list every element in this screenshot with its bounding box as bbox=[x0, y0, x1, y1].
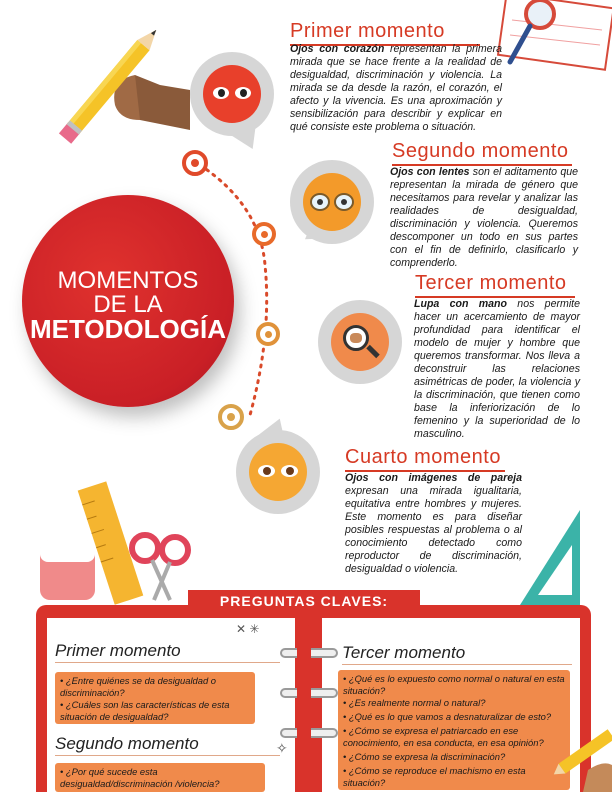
moment-desc-2: son el aditamento que representan la mirada de género que necesitamos para revelar y analizar las realidades de desigualdad, discriminación y violencia. Queremos descomponer un todo en sus partes con el fin de definirlo, clasificarlo y comprenderlo. bbox=[390, 166, 578, 269]
magnifier-hand-icon bbox=[331, 313, 389, 371]
timeline-ring-2 bbox=[252, 222, 276, 246]
moment-desc-1: representan la primera mirada que se hace frente a la realidad de desigualdad, discriminación y violencia. La mirada se da desde la razón, el corazón, el afecto y la vivencia. Es una aproximación y sensibilización para describir y explicar en qué consiste este problema o situación. bbox=[290, 43, 502, 133]
title-line-1: MOMENTOS bbox=[57, 267, 199, 294]
title-line-3: METODOLOGÍA bbox=[30, 314, 226, 344]
questions-title-1: Primer momento bbox=[55, 641, 181, 660]
moment-lead-2: Ojos con lentes bbox=[390, 166, 470, 178]
school-supplies-icon bbox=[20, 470, 220, 605]
question-item: • ¿Cómo se expresa la discriminación? bbox=[343, 751, 506, 762]
question-item: • ¿Qué es lo que vamos a desnaturalizar de esto? bbox=[343, 711, 552, 722]
questions-title-2: Segundo momento bbox=[55, 734, 199, 753]
questions-banner: PREGUNTAS CLAVES: bbox=[188, 590, 420, 612]
question-item: • ¿Cómo se expresa el patriarcado en ese conocimiento, en esa conducta, en esa opinión? bbox=[343, 725, 544, 748]
questions-title-3: Tercer momento bbox=[342, 643, 466, 662]
question-item: • ¿Cuáles son las características de esta situación de desigualdad? bbox=[60, 699, 230, 722]
moment-text-2 bbox=[390, 166, 578, 270]
question-item: • ¿Cómo se reproduce el machismo en esta situación? bbox=[343, 765, 526, 788]
eyes-glasses-icon bbox=[303, 173, 361, 231]
question-item: • ¿Es realmente normal o natural? bbox=[343, 697, 486, 708]
moment-title-3: Tercer momento bbox=[415, 272, 575, 298]
timeline-ring-4 bbox=[218, 404, 244, 430]
timeline-ring-1 bbox=[182, 150, 208, 176]
question-item: • ¿Entre quiénes se da desigualdad o discriminación? bbox=[60, 675, 216, 698]
eyes-heart-bubble bbox=[190, 52, 274, 136]
moment-title-1: Primer momento bbox=[290, 20, 480, 46]
magnifier-hand-bubble bbox=[318, 300, 402, 384]
timeline-path bbox=[180, 145, 310, 445]
binder-spine bbox=[297, 625, 311, 792]
star-icon: ✧ bbox=[276, 740, 288, 756]
moment-text-1 bbox=[290, 43, 502, 134]
question-item: • ¿Por qué sucede esta desigualdad/discriminación /violencia? bbox=[60, 766, 220, 789]
pencil-icon bbox=[548, 720, 612, 792]
set-square-icon bbox=[520, 510, 590, 610]
pencil-hand-icon bbox=[40, 30, 190, 170]
moment-desc-4: expresan una mirada igualitaria, equitativa entre hombres y mujeres. Este momento es para diseñar posibles respuestas al problema o al conocimiento detectado como reproductor de discriminación, desigualdad o violencia. bbox=[345, 485, 522, 575]
moment-title-4: Cuarto momento bbox=[345, 446, 505, 472]
moment-text-4 bbox=[345, 472, 522, 576]
moment-title-2: Segundo momento bbox=[392, 140, 572, 166]
eyes-couple-bubble bbox=[236, 430, 320, 514]
timeline-ring-3 bbox=[256, 322, 280, 346]
magnifier-notebook-icon bbox=[492, 0, 612, 80]
moment-lead-3: Lupa con mano bbox=[414, 298, 507, 310]
sparkle-icon: ✕ ✳ bbox=[236, 622, 260, 636]
question-item: • ¿Qué es lo expuesto como normal o natural en esta situación? bbox=[343, 673, 565, 696]
eyes-heart-icon bbox=[203, 65, 261, 123]
title-line-2: DE LA bbox=[93, 291, 163, 318]
moment-text-3 bbox=[414, 298, 580, 441]
moment-desc-3: nos permite hacer un acercamiento de mayor profundidad para identificar el modelo de mujer y hombre que queremos transformar. Nos lleva a deconstruir las relaciones asimétricas de poder, la violencia y la discriminación, que tienen como base la inferiorización de lo femenino y la superioridad de lo masculino. bbox=[414, 298, 581, 440]
eyes-couple-icon bbox=[249, 443, 307, 501]
moment-lead-4: Ojos con imágenes de pareja bbox=[345, 472, 522, 484]
moment-lead-1: Ojos con corazón bbox=[290, 43, 385, 55]
